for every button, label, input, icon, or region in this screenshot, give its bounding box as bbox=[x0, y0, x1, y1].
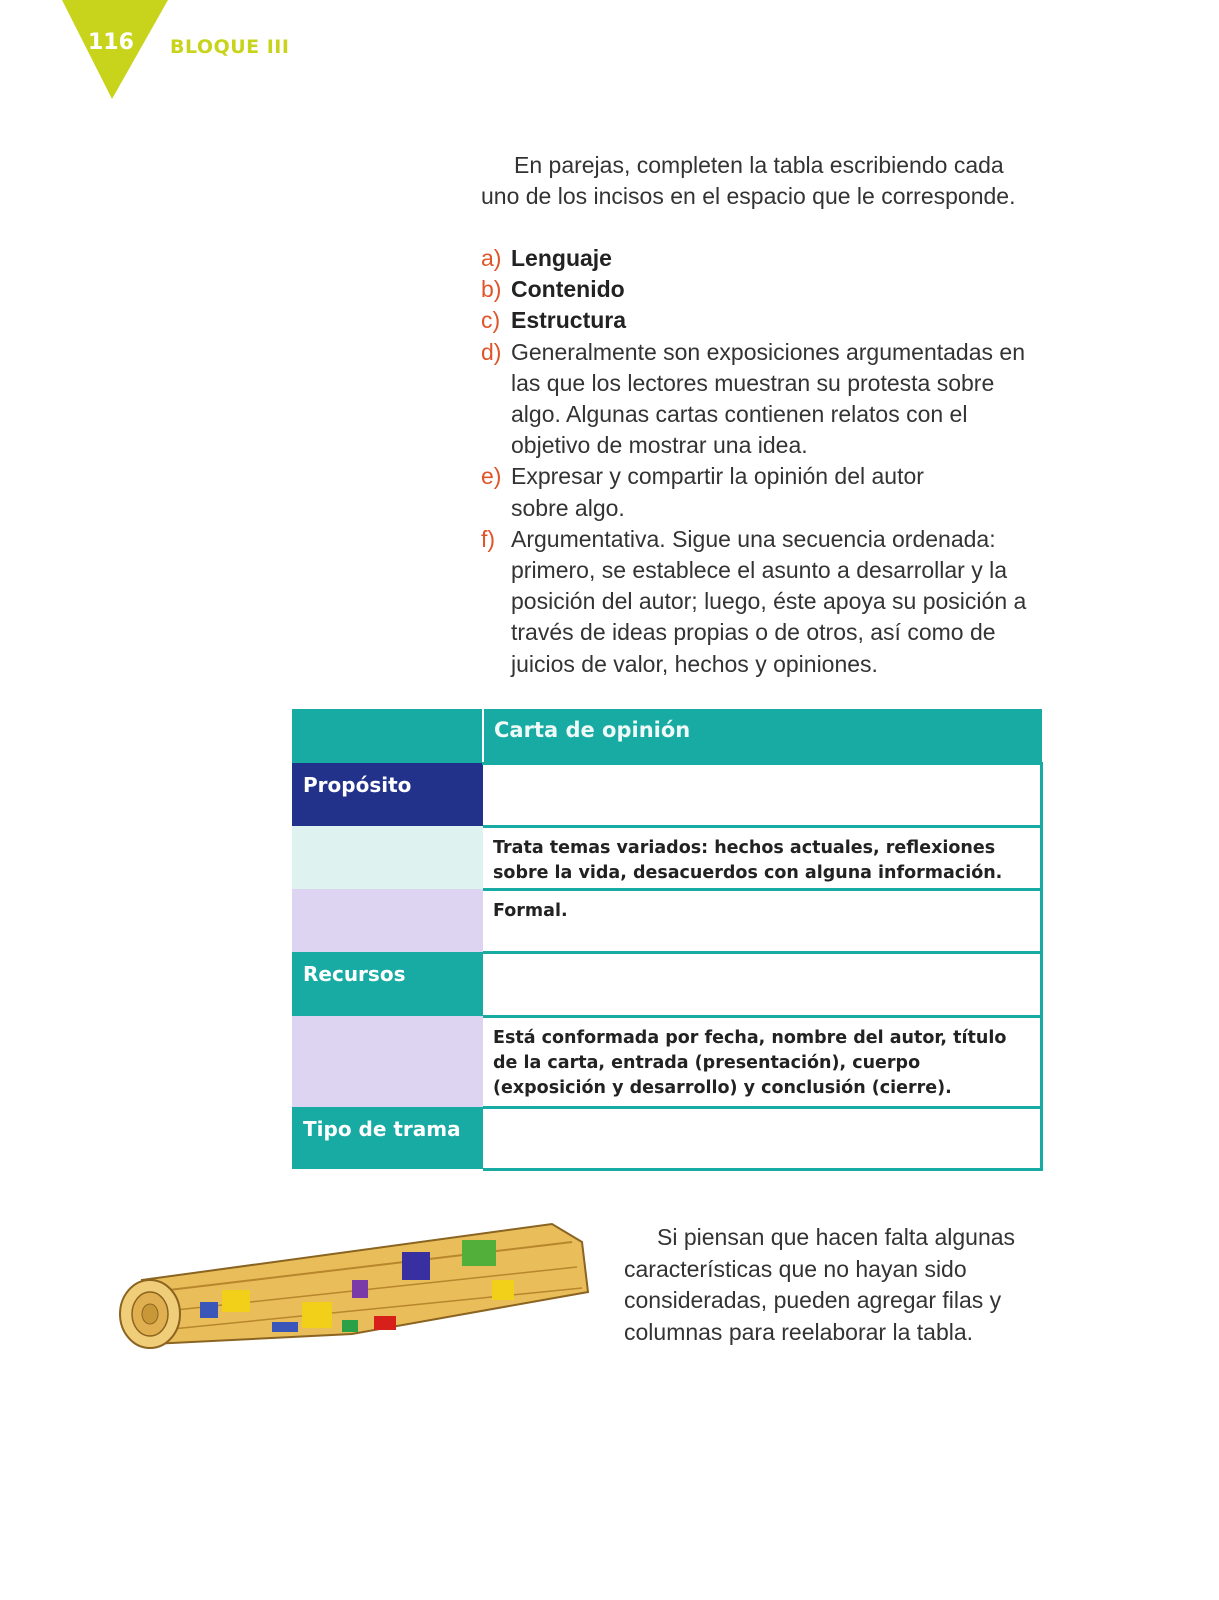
option-letter: b) bbox=[481, 276, 502, 303]
table-row bbox=[292, 826, 1042, 889]
option-text: Argumentativa. Sigue una secuencia ordenada: primero, se establece el asunto a desarrollar y la posición del autor; luego, éste apoya su posición a través de ideas propias o de otros, así como de juicios de valor, hechos y opiniones. bbox=[511, 525, 1027, 677]
row-label-blank[interactable] bbox=[292, 889, 483, 952]
list-item bbox=[481, 274, 1041, 305]
content-cell: Formal. bbox=[483, 889, 1042, 952]
table-header-cell: Carta de opinión bbox=[483, 709, 1042, 763]
row-label-blank[interactable] bbox=[292, 826, 483, 889]
content-cell: Trata temas variados: hechos actuales, reflexiones sobre la vida, desacuerdos con alguna información. bbox=[483, 826, 1042, 889]
table-row bbox=[292, 1016, 1042, 1107]
option-text: Estructura bbox=[511, 307, 627, 334]
option-text: Expresar y compartir la opinión del autor sobre algo. bbox=[511, 463, 924, 521]
block-label: BLOQUE III bbox=[170, 36, 290, 58]
option-letter: c) bbox=[481, 307, 501, 334]
list-item bbox=[481, 461, 1041, 523]
list-item bbox=[481, 337, 1041, 462]
table-header-row bbox=[292, 709, 1042, 763]
row-label-blank[interactable] bbox=[292, 1016, 483, 1107]
corner-triangle-icon bbox=[0, 0, 170, 100]
option-text: Lenguaje bbox=[511, 245, 612, 271]
options-list bbox=[481, 243, 1041, 680]
option-text: Contenido bbox=[511, 276, 625, 303]
table-row bbox=[292, 763, 1042, 826]
option-letter: a) bbox=[481, 245, 502, 271]
option-text: Generalmente son exposiciones argumentadas en las que los lectores muestran su protesta sobre algo. Algunas cartas contienen relatos con el objetivo de mostrar una idea. bbox=[511, 338, 1025, 459]
list-item bbox=[481, 305, 1041, 336]
row-label: Tipo de trama bbox=[292, 1107, 483, 1169]
rolled-newspaper-icon bbox=[112, 1222, 592, 1362]
table-row bbox=[292, 952, 1042, 1016]
row-label: Propósito bbox=[292, 763, 483, 826]
table-row bbox=[292, 1107, 1042, 1169]
option-letter: f) bbox=[481, 525, 496, 552]
characteristics-table bbox=[292, 709, 1043, 1171]
content-cell: Está conformada por fecha, nombre del autor, título de la carta, entrada (presentación), cuerpo (exposición y desarrollo) y conclusión (cierre). bbox=[483, 1016, 1042, 1107]
page-number: 116 bbox=[88, 30, 134, 55]
row-label: Recursos bbox=[292, 952, 483, 1016]
intro-paragraph: En parejas, completen la tabla escribiendo cada uno de los incisos en el espacio que le corresponde. bbox=[481, 152, 1016, 209]
list-item bbox=[481, 243, 1041, 274]
outro-paragraph: Si piensan que hacen falta algunas características que no hayan sido consideradas, pueden agregar filas y columnas para reelaborar la tabla. bbox=[624, 1224, 1016, 1345]
list-item bbox=[481, 524, 1041, 680]
answer-cell[interactable] bbox=[483, 763, 1042, 826]
answer-cell[interactable] bbox=[483, 1107, 1042, 1169]
option-letter: d) bbox=[481, 338, 502, 365]
answer-cell[interactable] bbox=[483, 952, 1042, 1016]
table-row bbox=[292, 889, 1042, 952]
option-letter: e) bbox=[481, 463, 502, 490]
header-empty-cell bbox=[292, 709, 483, 763]
